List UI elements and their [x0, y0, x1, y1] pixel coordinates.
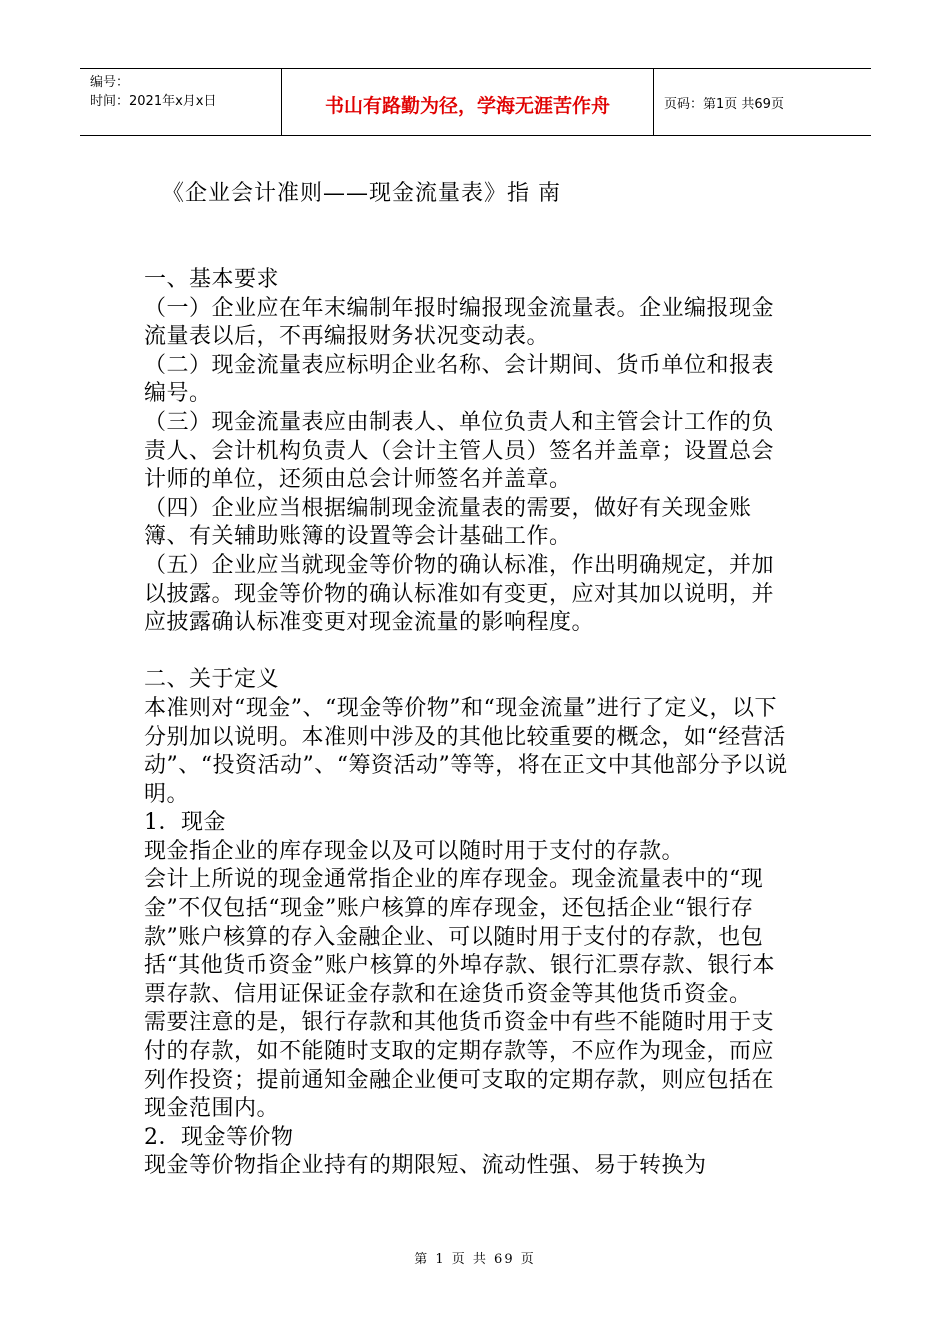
paragraph: 本准则对“现金”、“现金等价物”和“现金流量”进行了定义，以下分别加以说明。本准则中涉及的其他比较重要的概念，如“经营活动”、“投资活动”、“筹资活动”等等，将在正文中其他部分予以说明。	[144, 695, 788, 807]
page-footer: 第 1 页 共 69 页	[414, 1252, 536, 1267]
header-table	[80, 68, 871, 136]
paragraph: （五）企业应当就现金等价物的确认标准，作出明确规定，并加以披露。现金等价物的确认标准如有变更，应对其加以说明，并应披露确认标准变更对现金流量的影响程度。	[144, 552, 775, 636]
document-title: 《企业会计准则——现金流量表》指 南	[162, 181, 561, 206]
header-motto-cell	[282, 69, 654, 135]
header-page-cell	[654, 69, 871, 135]
section-heading: 一、基本要求	[144, 267, 280, 292]
document-number-label: 编号：	[90, 75, 130, 90]
header-page-info: 页码：第1页 共69页	[664, 96, 784, 112]
paragraph: （一）企业应在年末编制年报时编报现金流量表。企业编报现金流量表以后，不再编报财务状况变动表。	[144, 295, 775, 350]
subheading: 2．现金等价物	[144, 1124, 294, 1150]
header-meta-cell	[80, 69, 282, 135]
document-date-label: 时间：2021年x月x日	[90, 94, 217, 109]
paragraph: 现金指企业的库存现金以及可以随时用于支付的存款。	[144, 838, 685, 864]
section-heading: 二、关于定义	[144, 667, 280, 693]
paragraph: 会计上所说的现金通常指企业的库存现金。现金流量表中的“现金”不仅包括“现金”账户核算的库存现金，还包括企业“银行存款”账户核算的存入金融企业、可以随时用于支付的存款，也包括“其他货币资金”账户核算的外埠存款、银行汇票存款、银行本票存款、信用证保证金存款和在途货币资金等其他货币资金。	[144, 867, 775, 1007]
section-spacer	[144, 638, 794, 667]
paragraph: 需要注意的是，银行存款和其他货币资金中有些不能随时用于支付的存款，如不能随时支取的定期存款等，不应作为现金，而应列作投资；提前通知金融企业便可支取的定期存款，则应包括在现金范围内。	[144, 1010, 775, 1122]
paragraph: （二）现金流量表应标明企业名称、会计期间、货币单位和报表编号。	[144, 352, 775, 407]
header-motto: 书山有路勤为径，学海无涯苦作舟	[324, 94, 610, 117]
paragraph: 现金等价物指企业持有的期限短、流动性强、易于转换为	[144, 1153, 707, 1179]
paragraph: （四）企业应当根据编制现金流量表的需要，做好有关现金账簿、有关辅助账簿的设置等会计基础工作。	[144, 495, 752, 550]
paragraph: （三）现金流量表应由制表人、单位负责人和主管会计工作的负责人、会计机构负责人（会计主管人员）签名并盖章；设置总会计师的单位，还须由总会计师签名并盖章。	[144, 409, 775, 493]
document-body	[144, 266, 794, 1181]
subheading: 1．现金	[144, 810, 226, 836]
